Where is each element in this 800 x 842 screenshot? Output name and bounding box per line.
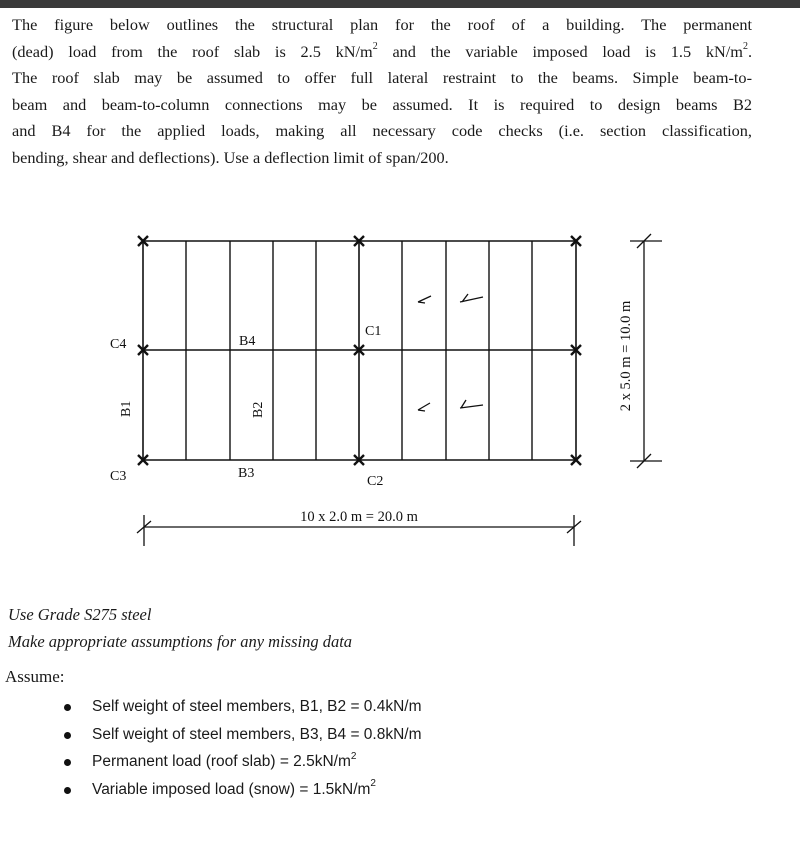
statement-line-3: The roof slab may be assumed to offer full lateral restraint to the beams. Simple beam-to- — [12, 68, 752, 87]
label-b2: B2 — [251, 401, 266, 418]
statement-line-4: beam and beam-to-column connections may be assumed. It is required to design beams B2 — [12, 94, 752, 114]
assume-heading: Assume: — [5, 667, 65, 686]
vertical-dimension-line — [630, 234, 662, 468]
span-arrow — [460, 400, 483, 408]
label-c1: C1 — [365, 324, 382, 339]
list-item: Self weight of steel members, B3, B4 = 0.8kN/m — [62, 721, 422, 749]
span-arrow — [418, 296, 431, 303]
label-c4: C4 — [110, 337, 127, 352]
bullet-icon — [64, 732, 71, 739]
span-arrow — [460, 294, 483, 302]
list-item: Self weight of steel members, B1, B2 = 0.4kN/m — [62, 693, 422, 721]
list-item: Permanent load (roof slab) = $2.5kN/m^2$ — [62, 748, 422, 776]
label-c3: C3 — [110, 469, 127, 484]
statement-line-2: (dead) load from the roof slab is 2.5 $kN/m^2$ and the variable imposed load is 1.5 $kN/m^2$. — [12, 41, 753, 61]
label-b4: B4 — [239, 334, 256, 349]
label-b1: B1 — [119, 400, 134, 417]
bullet-icon — [64, 787, 71, 794]
statement-line-6: bending, shear and deflections). Use a deflection limit of span/200. — [12, 147, 449, 167]
bullet-icon — [64, 704, 71, 711]
assumptions-note: Make appropriate assumptions for any missing data — [8, 632, 353, 651]
assumption-list — [62, 693, 422, 803]
statement-line-5: and B4 for the applied loads, making all necessary code checks (i.e. section classification, — [12, 121, 752, 140]
grade-note: Use Grade S275 steel — [8, 605, 152, 624]
bullet-icon — [64, 759, 71, 766]
span-arrow — [418, 403, 430, 411]
statement-line-1: The figure below outlines the structural plan for the roof of a building. The permanent — [12, 15, 752, 34]
label-c2: C2 — [367, 474, 384, 489]
list-item: Variable imposed load (snow) = $1.5kN/m^2$ — [62, 776, 422, 804]
span-arrows — [418, 294, 483, 411]
horizontal-dimension-label: 10 x 2.0 m = 20.0 m — [300, 509, 418, 525]
vertical-dimension-label: 2 x 5.0 m = 10.0 m — [618, 300, 634, 412]
label-b3: B3 — [238, 466, 255, 481]
